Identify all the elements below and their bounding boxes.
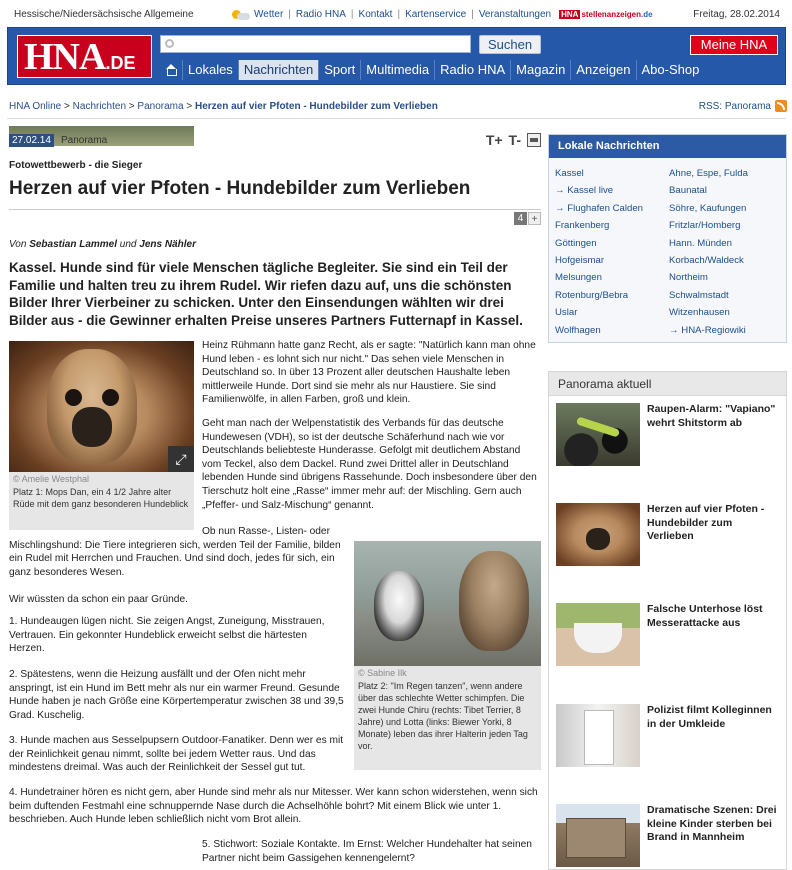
- paragraph: 1. Hundeaugen lügen nicht. Sie zeigen Angst, Zuneigung, Misstrauen, Vertrauen. Ein gekonnter Hundeblick erweicht selbst die härtesten Herzen.: [9, 616, 325, 655]
- breadcrumb-nachrichten[interactable]: Nachrichten: [72, 101, 127, 112]
- expand-icon[interactable]: ⤢: [168, 446, 194, 472]
- paragraph: 5. Stichwort: Soziale Kontakte. Im Ernst: Welcher Hundehalter hat seinen Partner nicht beim Gassigehen kennengelernt?: [202, 839, 532, 864]
- photo-2: [354, 541, 541, 770]
- photo-caption: Platz 2: "Im Regen tanzen", wenn andere über das schlechte Wetter schimpfen. Die zwei Hunde Chiru (rechts: Tibet Terrier, 8 Jahre) und Lotta (links: Biewer Yorki, 8 Monate) leben das ihrer Halterin jeden Tag vor.: [358, 681, 528, 751]
- local-news-title: Lokale Nachrichten: [549, 135, 786, 158]
- paragraph: 2. Spätestens, wenn die Heizung ausfällt und der Ofen nicht mehr anspringt, ist ein Hund im Bett mehr als nur ein warmer Freund. Gesunde Hunde haben je nach Größe eine Körpertemperatur zwischen 38 und 39,5 Grad. Kuschelig.: [9, 669, 344, 721]
- local-link[interactable]: Melsungen: [555, 272, 602, 284]
- search-input[interactable]: [179, 37, 467, 51]
- author: Jens Nähler: [139, 239, 196, 250]
- paragraph: 3. Hunde machen aus Sesselpupsern Outdoor-Fanatiker. Denn wer es mit der Reinlichkeit genau nimmt, sollte bei jedem Wetter raus. Und das mindestens dreimal. Was auch der Reinlichkeit der Sessel gut tut.: [9, 735, 344, 774]
- pug-photo[interactable]: [9, 341, 194, 472]
- link-kontakt[interactable]: Kontakt: [358, 9, 393, 20]
- search-button[interactable]: Suchen: [479, 35, 541, 54]
- panorama-item-title[interactable]: Falsche Unterhose löst Messerattacke aus: [647, 603, 763, 629]
- paragraph: Geht man nach der Welpenstatistik des Verbands für das deutsche Hundewesen (VDH), so ist der deutsche Schäferhund nach wie vor Deutschlands beliebteste Hunderasse. Gefolgt mit deutlichem Abstand vom Teckel, also dem Dackel. Rund zwei Drittel aller in Deutschland lebenden Hunde sind übrigens Rassehunde. Doch insbesondere über den Tierschutz holt eine „Rasse“ immer mehr auf: der Mischling. Gern auch „Pfeffer- und Salz-Mischung“ genannt.: [202, 418, 537, 511]
- local-link[interactable]: Wolfhagen: [555, 324, 601, 336]
- local-link[interactable]: → Flughafen Calden: [555, 202, 643, 214]
- thumbnail[interactable]: [556, 403, 640, 466]
- local-link[interactable]: Frankenberg: [555, 220, 610, 232]
- nav-magazin[interactable]: Magazin: [510, 60, 570, 80]
- thumbnail[interactable]: [556, 603, 640, 666]
- paragraph: Heinz Rühmann hatte ganz Recht, als er sagte: "Natürlich kann man ohne Hund leben - es lohnt sich nur nicht." Das sehen viele Menschen in Deutschland so. In über 13 Prozent aller deutschen Haushalte leben mittlerweile Hunde. Dort sind sie mehr als nur Haustiere. Sie sind Familienwölfe, in allen Farben, groß und klein.: [202, 340, 536, 406]
- weather-icon: [232, 9, 250, 20]
- home-icon[interactable]: [160, 60, 182, 80]
- local-link[interactable]: Göttingen: [555, 237, 597, 249]
- local-link[interactable]: Witzenhausen: [669, 307, 730, 319]
- paragraph: Wir wüssten da schon ein paar Gründe.: [9, 594, 188, 605]
- paragraph: Ob nun Rasse-, Listen- oder Mischlingshund: Die Tiere integrieren sich, werden Teil der Familie, bilden ein Rudel mit Herrchen und Frauchen. Und sind doch, jedes für sich, ein ganz besonderes Wesen.: [9, 526, 341, 578]
- photo-1: [9, 341, 194, 530]
- local-news-col-2: [669, 165, 783, 339]
- rss-link[interactable]: RSS: Panorama: [699, 100, 787, 112]
- breadcrumb-current: Herzen auf vier Pfoten - Hundebilder zum Verlieben: [194, 101, 438, 112]
- link-kartenservice[interactable]: Kartenservice: [405, 9, 467, 20]
- panorama-title: Panorama aktuell: [549, 372, 786, 396]
- nav-abo-shop[interactable]: Abo-Shop: [636, 60, 705, 80]
- nav-anzeigen[interactable]: Anzeigen: [570, 60, 635, 80]
- thumbnail[interactable]: [556, 704, 640, 767]
- panorama-item-title[interactable]: Herzen auf vier Pfoten - Hundebilder zum Verlieben: [647, 503, 765, 542]
- nav-radio-hna[interactable]: Radio HNA: [434, 60, 510, 80]
- local-link[interactable]: Hofgeismar: [555, 254, 605, 266]
- local-link[interactable]: Ahne, Espe, Fulda: [669, 168, 748, 179]
- paragraph: 4. Hundetrainer hören es nicht gern, aber Hunde sind mehr als nur Mitesser. Wer kann schon widerstehen, wenn sich beim duftenden Festmahl eine schnuppernde Nase durch die Achselhöhle bohrt? Mit einem Blick wie unter 1. beschrieben. Auch Hunde leben schließlich nicht vom Brot allein.: [9, 787, 538, 826]
- nav-sport[interactable]: Sport: [318, 60, 360, 80]
- article-lead: Kassel. Hunde sind für viele Menschen tägliche Begleiter. Sie sind ein Teil der Familie und halten treu zu ihrem Rudel. Wir riefen dazu auf, uns die schönsten Bilder Ihrer Vierbeiner zu schicken. Unter den Einsendungen wählten wir drei Bilder aus - die Gewinner erhalten Preise unseres Partners Futternapf in Kassel.: [9, 260, 523, 328]
- local-link[interactable]: Northeim: [669, 272, 708, 284]
- font-larger-button[interactable]: T+: [485, 132, 503, 148]
- local-link[interactable]: Korbach/Waldeck: [669, 254, 744, 266]
- article: [9, 126, 541, 864]
- panorama-box: [548, 371, 787, 870]
- local-link[interactable]: Rotenburg/Bebra: [555, 289, 629, 301]
- local-link[interactable]: Fritzlar/Homberg: [669, 220, 741, 232]
- rss-icon: [775, 100, 787, 112]
- font-smaller-button[interactable]: T-: [508, 132, 521, 148]
- local-link[interactable]: Schwalmstadt: [669, 289, 729, 301]
- plus-icon[interactable]: +: [528, 212, 541, 225]
- breadcrumb: HNA Online > Nachrichten > Panorama > Herzen auf vier Pfoten - Hundebilder zum Verlieben: [9, 101, 438, 112]
- stellenanzeigen-logo[interactable]: HNA stellenanzeigen .de: [561, 10, 653, 19]
- service-links: Wetter | Radio HNA | Kontakt | Kartenservice | Veranstaltungen HNA stellenanzeigen .de: [232, 9, 653, 20]
- divider: [7, 118, 786, 119]
- divider: [9, 209, 541, 210]
- article-title: Herzen auf vier Pfoten - Hundebilder zum Verlieben: [9, 178, 471, 199]
- article-category: Panorama: [61, 135, 108, 146]
- link-wetter[interactable]: Wetter: [254, 9, 284, 20]
- hna-logo[interactable]: HNA.DE: [17, 35, 152, 78]
- comment-counter[interactable]: [514, 212, 541, 225]
- link-veranstaltungen[interactable]: Veranstaltungen: [478, 9, 552, 20]
- link-radio-hna[interactable]: Radio HNA: [295, 9, 346, 20]
- local-link[interactable]: Uslar: [555, 307, 578, 319]
- local-link[interactable]: Söhre, Kaufungen: [669, 202, 747, 214]
- photo-credit: © Sabine Ilk: [358, 668, 407, 678]
- site-header: [7, 27, 786, 85]
- nav-multimedia[interactable]: Multimedia: [360, 60, 434, 80]
- paper-name: Hessische/Niedersächsische Allgemeine: [14, 9, 194, 20]
- article-kicker: Fotowettbewerb - die Sieger: [9, 160, 143, 171]
- breadcrumb-hna-online[interactable]: HNA Online: [9, 101, 62, 112]
- local-link[interactable]: Kassel: [555, 168, 584, 179]
- top-bar: [0, 0, 792, 27]
- thumbnail[interactable]: [556, 804, 640, 867]
- local-link[interactable]: → Kassel live: [555, 185, 614, 197]
- author: Sebastian Lammel: [29, 239, 118, 250]
- print-icon[interactable]: [527, 133, 541, 147]
- local-news-box: [548, 134, 787, 343]
- dogs-photo[interactable]: [354, 541, 541, 666]
- photo-credit: © Amelie Westphal: [13, 474, 89, 484]
- meine-hna-button[interactable]: Meine HNA: [690, 35, 778, 55]
- current-date: Freitag, 28.02.2014: [693, 9, 780, 20]
- search-icon: [165, 39, 174, 48]
- breadcrumb-panorama[interactable]: Panorama: [137, 101, 184, 112]
- byline: Von Sebastian Lammel und Jens Nähler: [9, 239, 196, 250]
- search-box: [160, 35, 471, 53]
- local-link[interactable]: → HNA-Regiowiki: [669, 324, 746, 336]
- article-date: 27.02.14: [9, 134, 54, 147]
- photo-caption: Platz 1: Mops Dan, ein 4 1/2 Jahre alter Rüde mit dem ganz besonderen Hundeblick: [13, 487, 189, 509]
- main-nav: [160, 60, 704, 80]
- local-link[interactable]: Baunatal: [669, 185, 707, 197]
- nav-nachrichten[interactable]: Nachrichten: [238, 60, 318, 80]
- comment-count: 4: [514, 212, 527, 225]
- panorama-item-title[interactable]: Raupen-Alarm: "Vapiano" wehrt Shitstorm ab: [647, 403, 776, 429]
- article-tools: [486, 132, 541, 148]
- nav-lokales[interactable]: Lokales: [182, 60, 238, 80]
- thumbnail[interactable]: [556, 503, 640, 566]
- panorama-item-title[interactable]: Dramatische Szenen: Drei kleine Kinder sterben bei Brand in Mannheim: [647, 804, 777, 843]
- local-link[interactable]: Hann. Münden: [669, 237, 732, 249]
- panorama-item-title[interactable]: Polizist filmt Kolleginnen in der Umkleide: [647, 704, 772, 730]
- local-news-col-1: [555, 165, 669, 339]
